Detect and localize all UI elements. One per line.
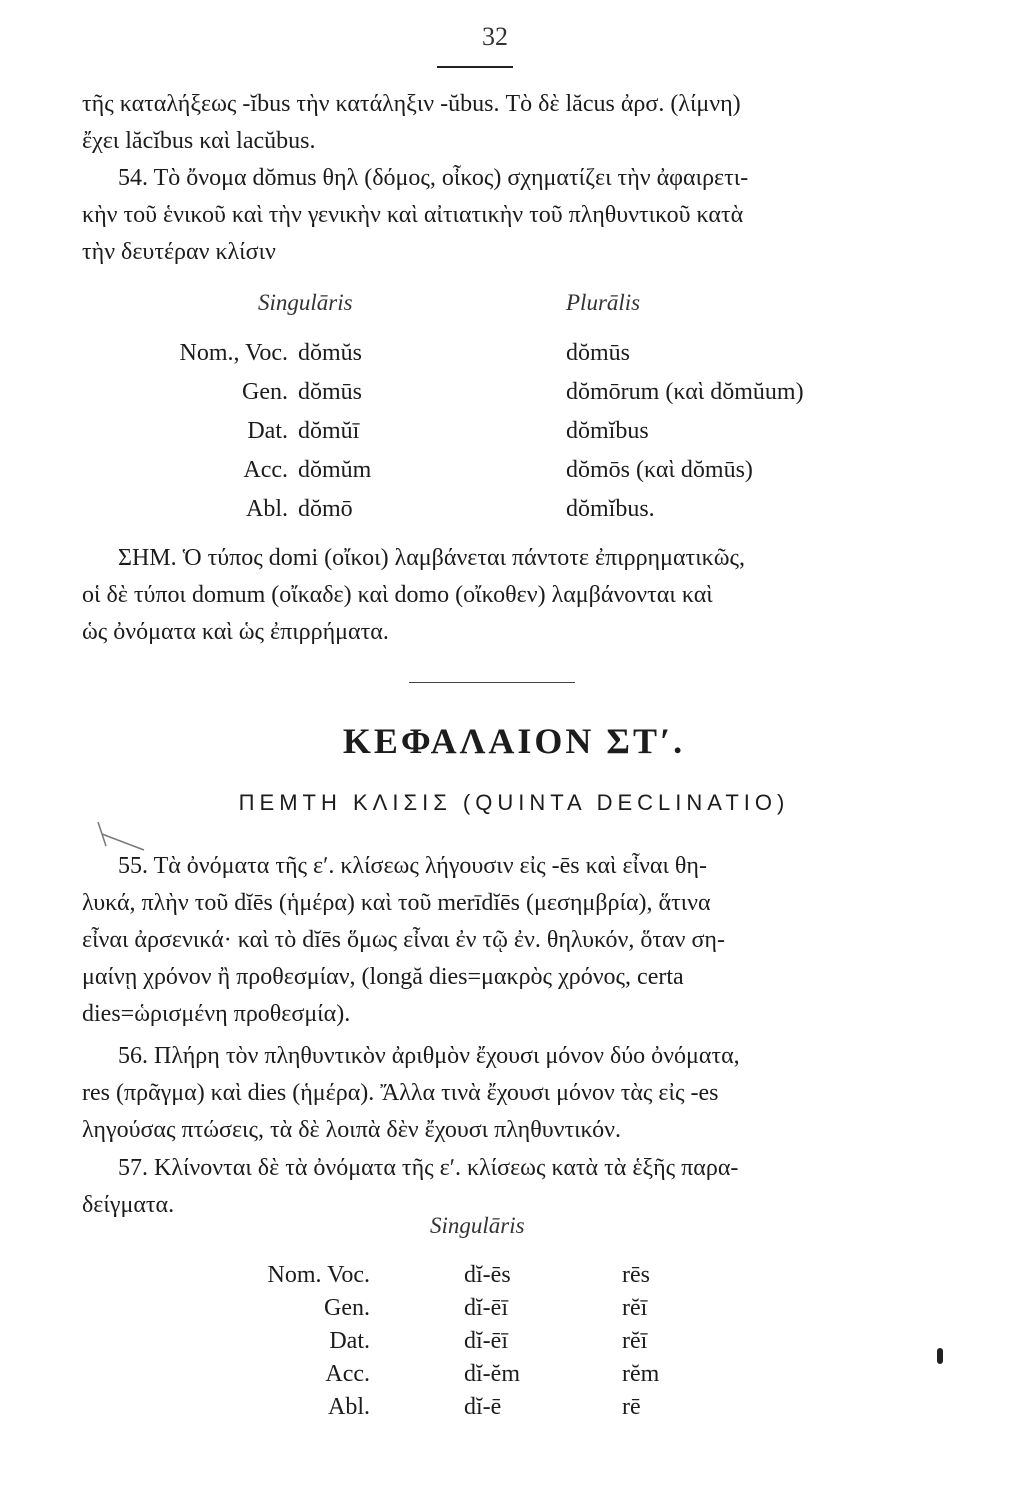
table-row [0,1328,1028,1365]
table-row [0,496,1028,533]
chapter-title: ΚΕΦΑΛΑΙΟΝ ΣΤʹ. [342,721,686,761]
page-number: 32 [482,22,508,51]
text-line: εἶναι ἀρσενικά· καὶ τὸ dĭēs ὅμως εἶναι ἐν τῷ ἐν. θηλυκόν, ὅταν ση- [82,927,725,953]
table-row [0,379,1028,416]
case-label: Nom. Voc. [267,1262,370,1288]
text-line: ἔχει lăcĭbus καὶ lacŭbus. [82,128,316,154]
text-line: dies=ὡρισμένη προθεσμία). [82,1001,351,1027]
text-line: 54. Τὸ ὄνομα dŏmus θηλ (δόμος, οἶκος) σχηματίζει τὴν ἀφαιρετι- [118,165,749,191]
singular-form: dŏmō [298,496,353,522]
text-line: κὴν τοῦ ἑνικοῦ καὶ τὴν γενικὴν καὶ αἰτιατικὴν τοῦ πληθυντικοῦ κατὰ [82,202,744,228]
case-label: Dat. [247,418,288,444]
dies-form: dĭ-ēs [464,1262,511,1288]
intro-paragraph [82,86,912,160]
dies-form: dĭ-ĕm [464,1361,520,1387]
table-row [0,1394,1028,1431]
singular-form: dŏmŭm [298,457,372,483]
res-form: rĕm [622,1361,660,1387]
text-line: τῆς καταλήξεως -ĭbus τὴν κατάληξιν -ŭbus. Τὸ δὲ lăcus ἀρσ. (λίμνη) [82,91,741,117]
res-form: rĕī [622,1295,648,1321]
plural-form: dŏmōrum (καὶ dŏmŭum) [566,379,804,405]
singularis-header: Singulāris [430,1213,525,1238]
table-row [0,1361,1028,1398]
ink-speck [937,1348,943,1364]
text-line: ληγούσας πτώσεις, τὰ δὲ λοιπὰ δὲν ἔχουσι πληθυντικόν. [82,1117,621,1143]
case-label: Acc. [243,457,288,483]
dies-form: dĭ-ēī [464,1328,508,1354]
plural-form: dŏmĭbus [566,418,649,444]
paragraph-56 [82,1038,912,1149]
text-line: 55. Τὰ ὀνόματα τῆς εʹ. κλίσεως λήγουσιν εἰς -ēs καὶ εἶναι θη- [118,853,707,879]
chapter-subtitle: ΠΕΜΤΗ ΚΛΙΣΙΣ (QUINTA DECLINATIO) [238,790,790,815]
singular-form: dŏmūs [298,379,363,405]
res-form: rē [622,1394,641,1420]
plural-form: dŏmōs (καὶ dŏmūs) [566,457,753,483]
singular-form: dŏmŭs [298,340,363,366]
text-line: ΣΗΜ. Ὁ τύπος domi (οἴκοι) λαμβάνεται πάντοτε ἐπιρρηματικῶς, [118,545,746,571]
pluralis-header: Plurālis [566,290,641,315]
res-form: rĕī [622,1328,648,1354]
section-divider [409,682,575,683]
text-line: 57. Κλίνονται δὲ τὰ ὀνόματα τῆς εʹ. κλίσεως κατὰ τὰ ἑξῆς παρα- [118,1155,739,1181]
case-label: Nom., Voc. [179,340,288,366]
case-label: Acc. [325,1361,370,1387]
case-label: Gen. [242,379,288,405]
text-line: τὴν δευτέραν κλίσιν [82,239,276,265]
res-form: rēs [622,1262,650,1288]
case-label: Gen. [324,1295,370,1321]
dies-form: dĭ-ēī [464,1295,508,1321]
plural-form: dŏmĭbus. [566,496,655,522]
note-paragraph [82,540,912,651]
case-label: Dat. [329,1328,370,1354]
text-line: ὡς ὀνόματα καὶ ὡς ἐπιρρήματα. [82,619,389,645]
text-line: μαίνῃ χρόνον ἢ προθεσμίαν, (longă dies=μακρὸς χρόνος, certa [82,964,684,990]
singularis-header: Singulāris [258,290,353,315]
plural-form: dŏmūs [566,340,631,366]
dies-form: dĭ-ē [464,1394,502,1420]
text-line: λυκά, πλὴν τοῦ dĭēs (ἡμέρα) καὶ τοῦ merīdĭēs (μεσημβρία), ἅτινα [82,890,711,916]
page-number-rule [437,66,513,68]
paragraph-54 [82,160,912,271]
case-label: Abl. [328,1394,370,1420]
text-line: res (πρᾶγμα) καὶ dies (ἡμέρα). Ἄλλα τινὰ ἔχουσι μόνον τὰς εἰς -es [82,1080,719,1106]
text-line: οἱ δὲ τύποι domum (οἴκαδε) καὶ domo (οἴκοθεν) λαμβάνονται καὶ [82,582,713,608]
table-row [0,1295,1028,1332]
table-row [0,1262,1028,1299]
table-row [0,457,1028,494]
case-label: Abl. [246,496,288,522]
paragraph-55 [82,848,912,1033]
text-line: δείγματα. [82,1192,175,1218]
text-line: 56. Πλήρη τὸν πληθυντικὸν ἀριθμὸν ἔχουσι μόνον δύο ὀνόματα, [118,1043,740,1069]
table-row [0,340,1028,377]
table-row [0,418,1028,455]
singular-form: dŏmŭī [298,418,360,444]
